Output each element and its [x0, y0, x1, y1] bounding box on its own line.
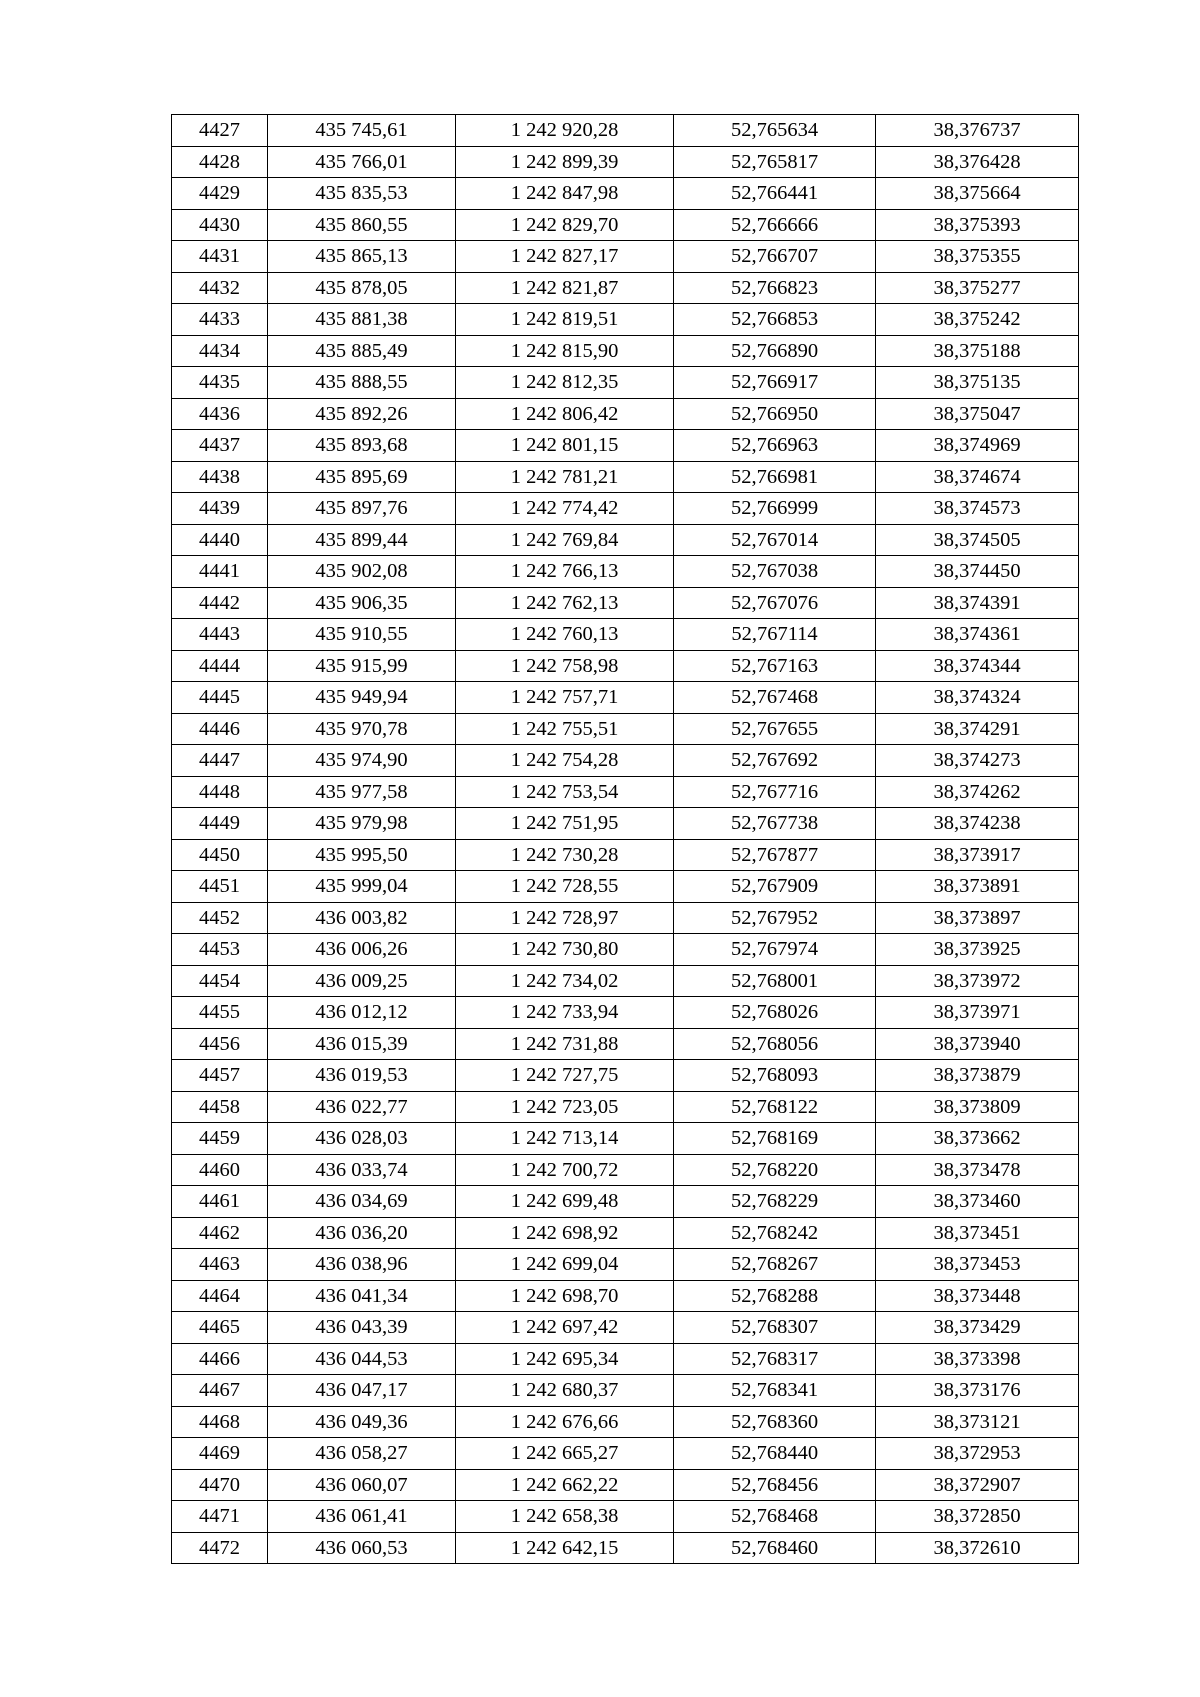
latitude-cell: 52,766917 [674, 367, 876, 399]
x-coordinate-cell: 435 766,01 [268, 146, 456, 178]
point-number-cell: 4437 [172, 430, 268, 462]
x-coordinate-cell: 436 022,77 [268, 1091, 456, 1123]
x-coordinate-cell: 435 974,90 [268, 745, 456, 777]
latitude-cell: 52,767692 [674, 745, 876, 777]
latitude-cell: 52,766950 [674, 398, 876, 430]
coordinates-table-body [172, 115, 1079, 1564]
table-row [172, 682, 1079, 714]
table-row [172, 619, 1079, 651]
latitude-cell: 52,768093 [674, 1060, 876, 1092]
latitude-cell: 52,768056 [674, 1028, 876, 1060]
table-row [172, 1186, 1079, 1218]
point-number-cell: 4440 [172, 524, 268, 556]
latitude-cell: 52,768169 [674, 1123, 876, 1155]
longitude-cell: 38,374361 [876, 619, 1079, 651]
y-coordinate-cell: 1 242 806,42 [456, 398, 674, 430]
table-row [172, 398, 1079, 430]
latitude-cell: 52,768341 [674, 1375, 876, 1407]
longitude-cell: 38,374262 [876, 776, 1079, 808]
point-number-cell: 4465 [172, 1312, 268, 1344]
table-row [172, 115, 1079, 147]
longitude-cell: 38,374674 [876, 461, 1079, 493]
point-number-cell: 4468 [172, 1406, 268, 1438]
table-row [172, 1406, 1079, 1438]
table-row [172, 1501, 1079, 1533]
y-coordinate-cell: 1 242 762,13 [456, 587, 674, 619]
point-number-cell: 4450 [172, 839, 268, 871]
latitude-cell: 52,768001 [674, 965, 876, 997]
point-number-cell: 4443 [172, 619, 268, 651]
table-row [172, 241, 1079, 273]
longitude-cell: 38,375664 [876, 178, 1079, 210]
latitude-cell: 52,765634 [674, 115, 876, 147]
longitude-cell: 38,374450 [876, 556, 1079, 588]
x-coordinate-cell: 436 058,27 [268, 1438, 456, 1470]
latitude-cell: 52,766963 [674, 430, 876, 462]
x-coordinate-cell: 436 041,34 [268, 1280, 456, 1312]
point-number-cell: 4459 [172, 1123, 268, 1155]
latitude-cell: 52,767076 [674, 587, 876, 619]
latitude-cell: 52,768307 [674, 1312, 876, 1344]
latitude-cell: 52,767655 [674, 713, 876, 745]
x-coordinate-cell: 435 899,44 [268, 524, 456, 556]
x-coordinate-cell: 435 995,50 [268, 839, 456, 871]
y-coordinate-cell: 1 242 730,80 [456, 934, 674, 966]
longitude-cell: 38,373809 [876, 1091, 1079, 1123]
longitude-cell: 38,374238 [876, 808, 1079, 840]
x-coordinate-cell: 435 881,38 [268, 304, 456, 336]
longitude-cell: 38,374291 [876, 713, 1079, 745]
latitude-cell: 52,766823 [674, 272, 876, 304]
latitude-cell: 52,768440 [674, 1438, 876, 1470]
point-number-cell: 4464 [172, 1280, 268, 1312]
table-row [172, 1060, 1079, 1092]
point-number-cell: 4472 [172, 1532, 268, 1564]
x-coordinate-cell: 435 865,13 [268, 241, 456, 273]
y-coordinate-cell: 1 242 665,27 [456, 1438, 674, 1470]
point-number-cell: 4448 [172, 776, 268, 808]
longitude-cell: 38,376428 [876, 146, 1079, 178]
y-coordinate-cell: 1 242 758,98 [456, 650, 674, 682]
latitude-cell: 52,766666 [674, 209, 876, 241]
latitude-cell: 52,767014 [674, 524, 876, 556]
x-coordinate-cell: 436 060,07 [268, 1469, 456, 1501]
table-row [172, 461, 1079, 493]
longitude-cell: 38,373453 [876, 1249, 1079, 1281]
table-row [172, 1438, 1079, 1470]
y-coordinate-cell: 1 242 734,02 [456, 965, 674, 997]
table-row [172, 1375, 1079, 1407]
longitude-cell: 38,373971 [876, 997, 1079, 1029]
latitude-cell: 52,767163 [674, 650, 876, 682]
x-coordinate-cell: 435 885,49 [268, 335, 456, 367]
y-coordinate-cell: 1 242 847,98 [456, 178, 674, 210]
point-number-cell: 4457 [172, 1060, 268, 1092]
longitude-cell: 38,373448 [876, 1280, 1079, 1312]
x-coordinate-cell: 436 060,53 [268, 1532, 456, 1564]
point-number-cell: 4471 [172, 1501, 268, 1533]
longitude-cell: 38,373662 [876, 1123, 1079, 1155]
table-row [172, 367, 1079, 399]
point-number-cell: 4436 [172, 398, 268, 430]
table-row [172, 146, 1079, 178]
x-coordinate-cell: 436 038,96 [268, 1249, 456, 1281]
table-row [172, 1217, 1079, 1249]
x-coordinate-cell: 435 892,26 [268, 398, 456, 430]
latitude-cell: 52,766999 [674, 493, 876, 525]
x-coordinate-cell: 435 910,55 [268, 619, 456, 651]
longitude-cell: 38,375393 [876, 209, 1079, 241]
x-coordinate-cell: 435 970,78 [268, 713, 456, 745]
x-coordinate-cell: 436 028,03 [268, 1123, 456, 1155]
longitude-cell: 38,373398 [876, 1343, 1079, 1375]
y-coordinate-cell: 1 242 815,90 [456, 335, 674, 367]
table-row [172, 745, 1079, 777]
longitude-cell: 38,373121 [876, 1406, 1079, 1438]
point-number-cell: 4438 [172, 461, 268, 493]
longitude-cell: 38,374391 [876, 587, 1079, 619]
y-coordinate-cell: 1 242 899,39 [456, 146, 674, 178]
longitude-cell: 38,373917 [876, 839, 1079, 871]
y-coordinate-cell: 1 242 781,21 [456, 461, 674, 493]
y-coordinate-cell: 1 242 728,55 [456, 871, 674, 903]
longitude-cell: 38,373891 [876, 871, 1079, 903]
latitude-cell: 52,767038 [674, 556, 876, 588]
x-coordinate-cell: 435 895,69 [268, 461, 456, 493]
longitude-cell: 38,373940 [876, 1028, 1079, 1060]
longitude-cell: 38,373451 [876, 1217, 1079, 1249]
longitude-cell: 38,372850 [876, 1501, 1079, 1533]
point-number-cell: 4461 [172, 1186, 268, 1218]
point-number-cell: 4447 [172, 745, 268, 777]
latitude-cell: 52,768122 [674, 1091, 876, 1123]
x-coordinate-cell: 435 915,99 [268, 650, 456, 682]
point-number-cell: 4433 [172, 304, 268, 336]
table-row [172, 556, 1079, 588]
x-coordinate-cell: 435 893,68 [268, 430, 456, 462]
point-number-cell: 4442 [172, 587, 268, 619]
x-coordinate-cell: 436 019,53 [268, 1060, 456, 1092]
latitude-cell: 52,768468 [674, 1501, 876, 1533]
table-row [172, 272, 1079, 304]
y-coordinate-cell: 1 242 812,35 [456, 367, 674, 399]
latitude-cell: 52,767468 [674, 682, 876, 714]
longitude-cell: 38,373478 [876, 1154, 1079, 1186]
table-row [172, 1343, 1079, 1375]
table-row [172, 1091, 1079, 1123]
latitude-cell: 52,767909 [674, 871, 876, 903]
latitude-cell: 52,768288 [674, 1280, 876, 1312]
point-number-cell: 4470 [172, 1469, 268, 1501]
table-row [172, 650, 1079, 682]
y-coordinate-cell: 1 242 728,97 [456, 902, 674, 934]
y-coordinate-cell: 1 242 774,42 [456, 493, 674, 525]
point-number-cell: 4454 [172, 965, 268, 997]
x-coordinate-cell: 436 043,39 [268, 1312, 456, 1344]
table-row [172, 1249, 1079, 1281]
table-row [172, 902, 1079, 934]
y-coordinate-cell: 1 242 695,34 [456, 1343, 674, 1375]
y-coordinate-cell: 1 242 698,70 [456, 1280, 674, 1312]
y-coordinate-cell: 1 242 713,14 [456, 1123, 674, 1155]
longitude-cell: 38,372953 [876, 1438, 1079, 1470]
longitude-cell: 38,373429 [876, 1312, 1079, 1344]
point-number-cell: 4452 [172, 902, 268, 934]
longitude-cell: 38,375355 [876, 241, 1079, 273]
x-coordinate-cell: 436 036,20 [268, 1217, 456, 1249]
longitude-cell: 38,374344 [876, 650, 1079, 682]
latitude-cell: 52,766853 [674, 304, 876, 336]
y-coordinate-cell: 1 242 755,51 [456, 713, 674, 745]
y-coordinate-cell: 1 242 676,66 [456, 1406, 674, 1438]
y-coordinate-cell: 1 242 827,17 [456, 241, 674, 273]
y-coordinate-cell: 1 242 829,70 [456, 209, 674, 241]
table-row [172, 335, 1079, 367]
y-coordinate-cell: 1 242 769,84 [456, 524, 674, 556]
longitude-cell: 38,373879 [876, 1060, 1079, 1092]
longitude-cell: 38,375047 [876, 398, 1079, 430]
point-number-cell: 4432 [172, 272, 268, 304]
x-coordinate-cell: 435 897,76 [268, 493, 456, 525]
table-row [172, 997, 1079, 1029]
y-coordinate-cell: 1 242 723,05 [456, 1091, 674, 1123]
y-coordinate-cell: 1 242 757,71 [456, 682, 674, 714]
longitude-cell: 38,374324 [876, 682, 1079, 714]
table-row [172, 776, 1079, 808]
table-row [172, 871, 1079, 903]
x-coordinate-cell: 435 949,94 [268, 682, 456, 714]
table-row [172, 1028, 1079, 1060]
x-coordinate-cell: 435 878,05 [268, 272, 456, 304]
latitude-cell: 52,768456 [674, 1469, 876, 1501]
x-coordinate-cell: 436 012,12 [268, 997, 456, 1029]
table-row [172, 304, 1079, 336]
point-number-cell: 4446 [172, 713, 268, 745]
point-number-cell: 4431 [172, 241, 268, 273]
y-coordinate-cell: 1 242 760,13 [456, 619, 674, 651]
y-coordinate-cell: 1 242 753,54 [456, 776, 674, 808]
longitude-cell: 38,374273 [876, 745, 1079, 777]
latitude-cell: 52,768242 [674, 1217, 876, 1249]
x-coordinate-cell: 435 999,04 [268, 871, 456, 903]
latitude-cell: 52,766441 [674, 178, 876, 210]
longitude-cell: 38,373972 [876, 965, 1079, 997]
longitude-cell: 38,374969 [876, 430, 1079, 462]
latitude-cell: 52,768220 [674, 1154, 876, 1186]
point-number-cell: 4434 [172, 335, 268, 367]
x-coordinate-cell: 436 034,69 [268, 1186, 456, 1218]
table-row [172, 178, 1079, 210]
x-coordinate-cell: 435 835,53 [268, 178, 456, 210]
latitude-cell: 52,767716 [674, 776, 876, 808]
table-row [172, 934, 1079, 966]
longitude-cell: 38,375242 [876, 304, 1079, 336]
point-number-cell: 4456 [172, 1028, 268, 1060]
point-number-cell: 4453 [172, 934, 268, 966]
latitude-cell: 52,767877 [674, 839, 876, 871]
y-coordinate-cell: 1 242 662,22 [456, 1469, 674, 1501]
point-number-cell: 4428 [172, 146, 268, 178]
point-number-cell: 4430 [172, 209, 268, 241]
x-coordinate-cell: 435 745,61 [268, 115, 456, 147]
point-number-cell: 4451 [172, 871, 268, 903]
y-coordinate-cell: 1 242 751,95 [456, 808, 674, 840]
longitude-cell: 38,375188 [876, 335, 1079, 367]
y-coordinate-cell: 1 242 766,13 [456, 556, 674, 588]
point-number-cell: 4462 [172, 1217, 268, 1249]
x-coordinate-cell: 435 979,98 [268, 808, 456, 840]
latitude-cell: 52,768460 [674, 1532, 876, 1564]
x-coordinate-cell: 435 888,55 [268, 367, 456, 399]
longitude-cell: 38,375135 [876, 367, 1079, 399]
y-coordinate-cell: 1 242 819,51 [456, 304, 674, 336]
latitude-cell: 52,767952 [674, 902, 876, 934]
x-coordinate-cell: 436 003,82 [268, 902, 456, 934]
longitude-cell: 38,373897 [876, 902, 1079, 934]
table-row [172, 493, 1079, 525]
point-number-cell: 4444 [172, 650, 268, 682]
latitude-cell: 52,766981 [674, 461, 876, 493]
point-number-cell: 4466 [172, 1343, 268, 1375]
x-coordinate-cell: 435 977,58 [268, 776, 456, 808]
latitude-cell: 52,768267 [674, 1249, 876, 1281]
y-coordinate-cell: 1 242 658,38 [456, 1501, 674, 1533]
point-number-cell: 4449 [172, 808, 268, 840]
x-coordinate-cell: 436 047,17 [268, 1375, 456, 1407]
y-coordinate-cell: 1 242 699,04 [456, 1249, 674, 1281]
point-number-cell: 4427 [172, 115, 268, 147]
longitude-cell: 38,376737 [876, 115, 1079, 147]
y-coordinate-cell: 1 242 730,28 [456, 839, 674, 871]
y-coordinate-cell: 1 242 727,75 [456, 1060, 674, 1092]
longitude-cell: 38,372610 [876, 1532, 1079, 1564]
y-coordinate-cell: 1 242 821,87 [456, 272, 674, 304]
latitude-cell: 52,768317 [674, 1343, 876, 1375]
table-row [172, 587, 1079, 619]
point-number-cell: 4435 [172, 367, 268, 399]
longitude-cell: 38,372907 [876, 1469, 1079, 1501]
x-coordinate-cell: 436 049,36 [268, 1406, 456, 1438]
latitude-cell: 52,765817 [674, 146, 876, 178]
table-row [172, 1123, 1079, 1155]
table-row [172, 965, 1079, 997]
y-coordinate-cell: 1 242 700,72 [456, 1154, 674, 1186]
longitude-cell: 38,373460 [876, 1186, 1079, 1218]
y-coordinate-cell: 1 242 920,28 [456, 115, 674, 147]
table-row [172, 1280, 1079, 1312]
y-coordinate-cell: 1 242 801,15 [456, 430, 674, 462]
point-number-cell: 4463 [172, 1249, 268, 1281]
point-number-cell: 4429 [172, 178, 268, 210]
latitude-cell: 52,767974 [674, 934, 876, 966]
x-coordinate-cell: 435 906,35 [268, 587, 456, 619]
latitude-cell: 52,768026 [674, 997, 876, 1029]
x-coordinate-cell: 436 033,74 [268, 1154, 456, 1186]
x-coordinate-cell: 435 902,08 [268, 556, 456, 588]
point-number-cell: 4455 [172, 997, 268, 1029]
x-coordinate-cell: 436 006,26 [268, 934, 456, 966]
point-number-cell: 4439 [172, 493, 268, 525]
latitude-cell: 52,766890 [674, 335, 876, 367]
latitude-cell: 52,768360 [674, 1406, 876, 1438]
latitude-cell: 52,767738 [674, 808, 876, 840]
longitude-cell: 38,374573 [876, 493, 1079, 525]
point-number-cell: 4460 [172, 1154, 268, 1186]
table-row [172, 430, 1079, 462]
table-row [172, 839, 1079, 871]
x-coordinate-cell: 436 015,39 [268, 1028, 456, 1060]
x-coordinate-cell: 435 860,55 [268, 209, 456, 241]
y-coordinate-cell: 1 242 680,37 [456, 1375, 674, 1407]
table-row [172, 1154, 1079, 1186]
y-coordinate-cell: 1 242 698,92 [456, 1217, 674, 1249]
table-row [172, 713, 1079, 745]
table-row [172, 1312, 1079, 1344]
y-coordinate-cell: 1 242 733,94 [456, 997, 674, 1029]
table-row [172, 1469, 1079, 1501]
x-coordinate-cell: 436 061,41 [268, 1501, 456, 1533]
latitude-cell: 52,767114 [674, 619, 876, 651]
table-row [172, 524, 1079, 556]
coordinates-table [171, 114, 1079, 1564]
point-number-cell: 4441 [172, 556, 268, 588]
y-coordinate-cell: 1 242 642,15 [456, 1532, 674, 1564]
point-number-cell: 4469 [172, 1438, 268, 1470]
point-number-cell: 4467 [172, 1375, 268, 1407]
x-coordinate-cell: 436 009,25 [268, 965, 456, 997]
y-coordinate-cell: 1 242 697,42 [456, 1312, 674, 1344]
table-row [172, 1532, 1079, 1564]
longitude-cell: 38,373176 [876, 1375, 1079, 1407]
point-number-cell: 4445 [172, 682, 268, 714]
latitude-cell: 52,766707 [674, 241, 876, 273]
longitude-cell: 38,374505 [876, 524, 1079, 556]
y-coordinate-cell: 1 242 699,48 [456, 1186, 674, 1218]
table-row [172, 209, 1079, 241]
x-coordinate-cell: 436 044,53 [268, 1343, 456, 1375]
latitude-cell: 52,768229 [674, 1186, 876, 1218]
longitude-cell: 38,375277 [876, 272, 1079, 304]
longitude-cell: 38,373925 [876, 934, 1079, 966]
point-number-cell: 4458 [172, 1091, 268, 1123]
y-coordinate-cell: 1 242 754,28 [456, 745, 674, 777]
table-row [172, 808, 1079, 840]
y-coordinate-cell: 1 242 731,88 [456, 1028, 674, 1060]
